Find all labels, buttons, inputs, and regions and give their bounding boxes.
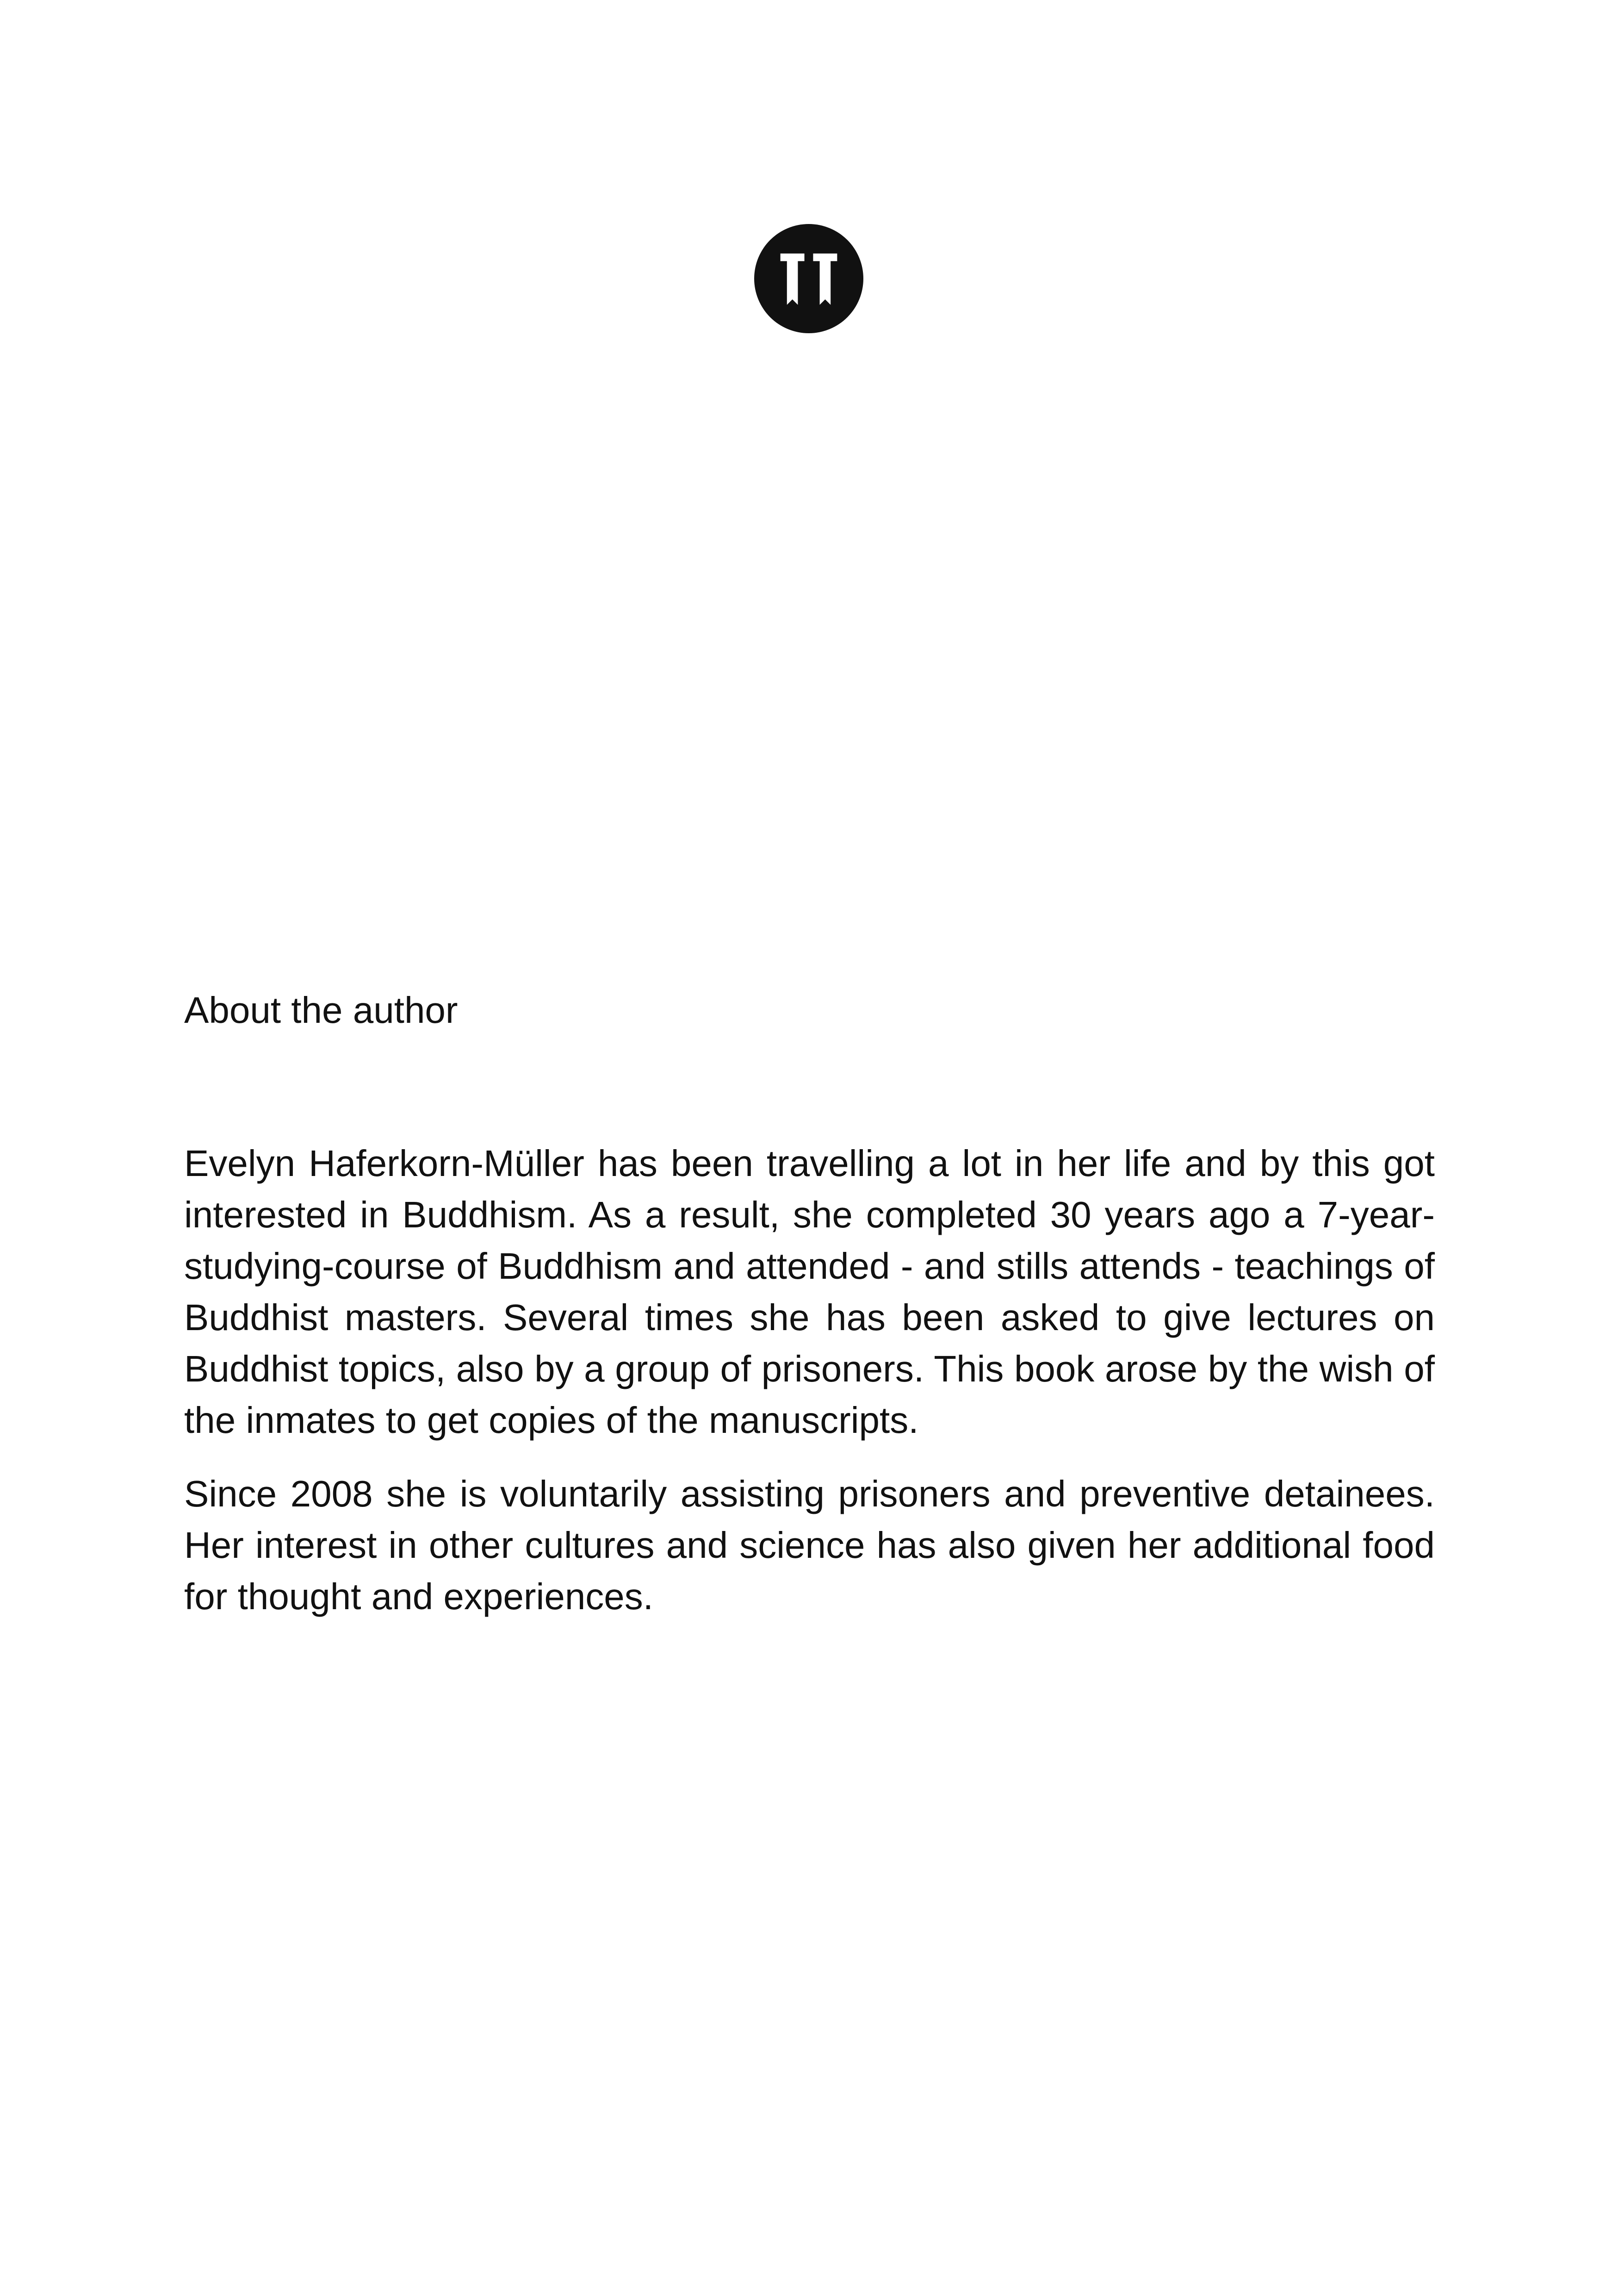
bio-paragraph: Since 2008 she is voluntarily assisting prisoners and preventive detainees. Her interest in other cultures and science has also given her additional food for thought and experiences.	[184, 1473, 1435, 1617]
publisher-logo-icon	[754, 224, 863, 333]
author-bio	[184, 1138, 1435, 1644]
bio-paragraph: Evelyn Haferkorn-Müller has been travelling a lot in her life and by this got interested in Buddhism. As a result, she completed 30 years ago a 7-year-studying-course of Buddhism and attended - and stills attends - teachings of Buddhist masters. Several times she has been asked to give lectures on Buddhist topics, also by a group of prisoners. This book arose by the wish of the inmates to get copies of the manuscripts.	[184, 1143, 1435, 1441]
page-title: About the author	[184, 989, 458, 1031]
